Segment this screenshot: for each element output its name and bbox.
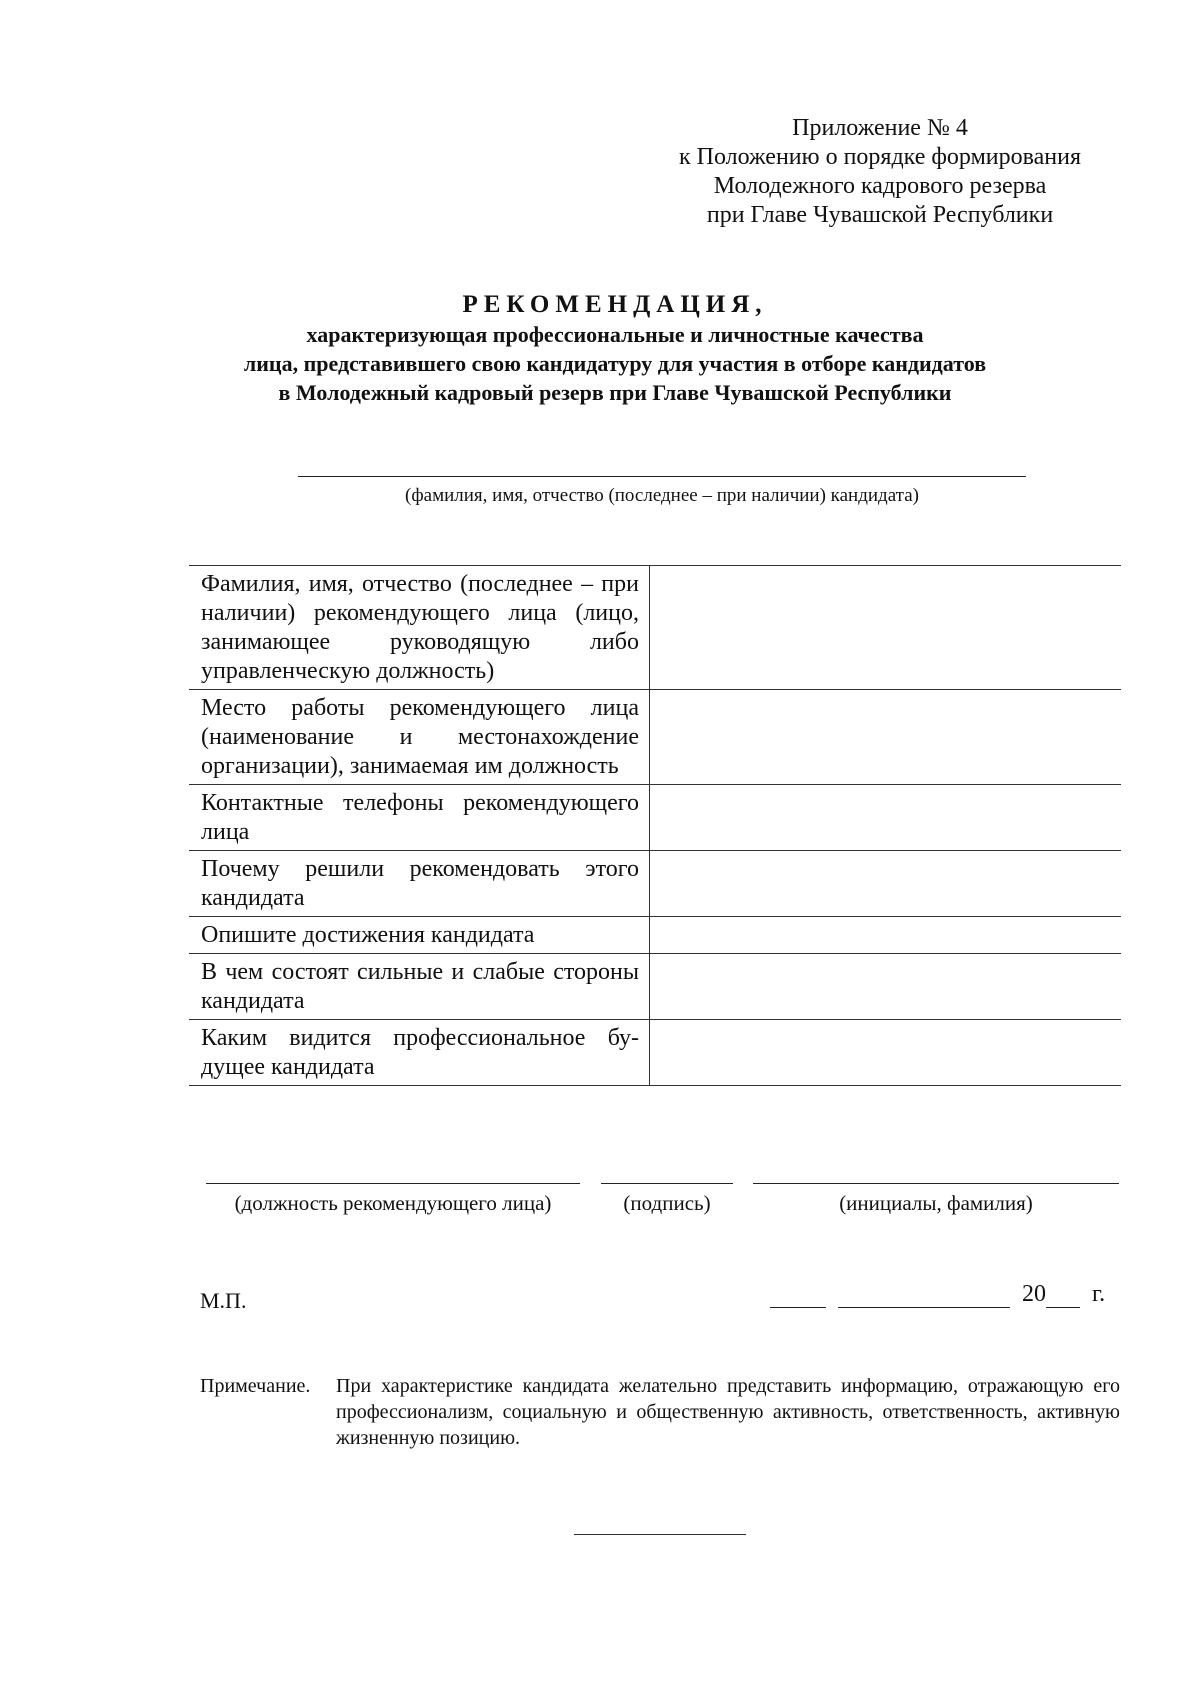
appendix-line: к Положению о порядке формирования xyxy=(678,144,1081,170)
question-cell: Место работы рекомендующего лица (наименование и местонахождение организации), занимаемая им должность xyxy=(189,690,650,785)
stamp-place-label: М.П. xyxy=(200,1288,247,1313)
recommendation-table xyxy=(189,565,1121,1086)
title-line: в Молодежный кадровый резерв при Главе Чувашской Республики xyxy=(278,380,952,405)
appendix-header xyxy=(640,114,1120,230)
table-row xyxy=(189,954,1121,1020)
position-caption: (должность рекомендующего лица) xyxy=(234,1191,552,1215)
candidate-name-blank[interactable] xyxy=(298,476,1026,477)
document-title xyxy=(150,290,1080,407)
appendix-line: Молодежного кадрового резерва xyxy=(713,173,1047,199)
table-row xyxy=(189,785,1121,851)
candidate-name-caption: (фамилия, имя, отчество (последнее – при наличии) кандидата) xyxy=(405,485,919,506)
end-divider xyxy=(574,1534,746,1535)
answer-cell[interactable] xyxy=(650,785,1122,851)
note-block xyxy=(200,1373,1120,1451)
position-blank[interactable] xyxy=(206,1183,580,1184)
appendix-line: Приложение № 4 xyxy=(792,115,968,141)
note-text: При характеристике кандидата желательно представить информацию, отражающую его профессионализм, социальную и общественную активность, ответственность, активную жизненную позицию. xyxy=(336,1375,1120,1449)
name-blank[interactable] xyxy=(753,1183,1119,1184)
question-cell: Почему решили рекомендовать этого кандидата xyxy=(189,851,650,917)
table-row xyxy=(189,851,1121,917)
title-heading: РЕКОМЕНДАЦИЯ, xyxy=(462,291,768,318)
question-cell: В чем состоят сильные и слабые стороны кандидата xyxy=(189,954,650,1020)
answer-cell[interactable] xyxy=(650,851,1122,917)
table-row xyxy=(189,566,1121,690)
year-suffix: г. xyxy=(1092,1281,1106,1307)
question-cell: Опишите достижения кандидата xyxy=(189,917,650,954)
question-cell: Контактные телефоны рекомендующего лица xyxy=(189,785,650,851)
note-label: Примечание. xyxy=(200,1375,311,1397)
year-blank[interactable] xyxy=(1046,1281,1080,1308)
answer-cell[interactable] xyxy=(650,917,1122,954)
name-caption: (инициалы, фамилия) xyxy=(839,1191,1033,1215)
title-line: лица, представившего свою кандидатуру для участия в отборе кандидатов xyxy=(243,351,987,376)
table-row xyxy=(189,917,1121,954)
day-blank[interactable] xyxy=(770,1281,826,1308)
table-row xyxy=(189,1020,1121,1086)
answer-cell[interactable] xyxy=(650,566,1122,690)
year-prefix: 20 xyxy=(1022,1281,1046,1307)
answer-cell[interactable] xyxy=(650,690,1122,785)
appendix-line: при Главе Чувашской Республики xyxy=(706,202,1054,228)
date-field xyxy=(770,1281,1120,1308)
month-blank[interactable] xyxy=(838,1281,1010,1308)
signature-caption: (подпись) xyxy=(623,1191,711,1215)
question-cell: Фамилия, имя, отчество (последнее – при наличии) рекомендующего лица (лицо, занимающее руководящую либо управленческую должность) xyxy=(189,566,650,690)
answer-cell[interactable] xyxy=(650,1020,1122,1086)
question-cell: Каким видится профессиональное будущее кандидата xyxy=(189,1020,650,1086)
signature-blank[interactable] xyxy=(601,1183,733,1184)
table-row xyxy=(189,690,1121,785)
title-line: характеризующая профессиональные и личностные качества xyxy=(306,322,924,347)
answer-cell[interactable] xyxy=(650,954,1122,1020)
